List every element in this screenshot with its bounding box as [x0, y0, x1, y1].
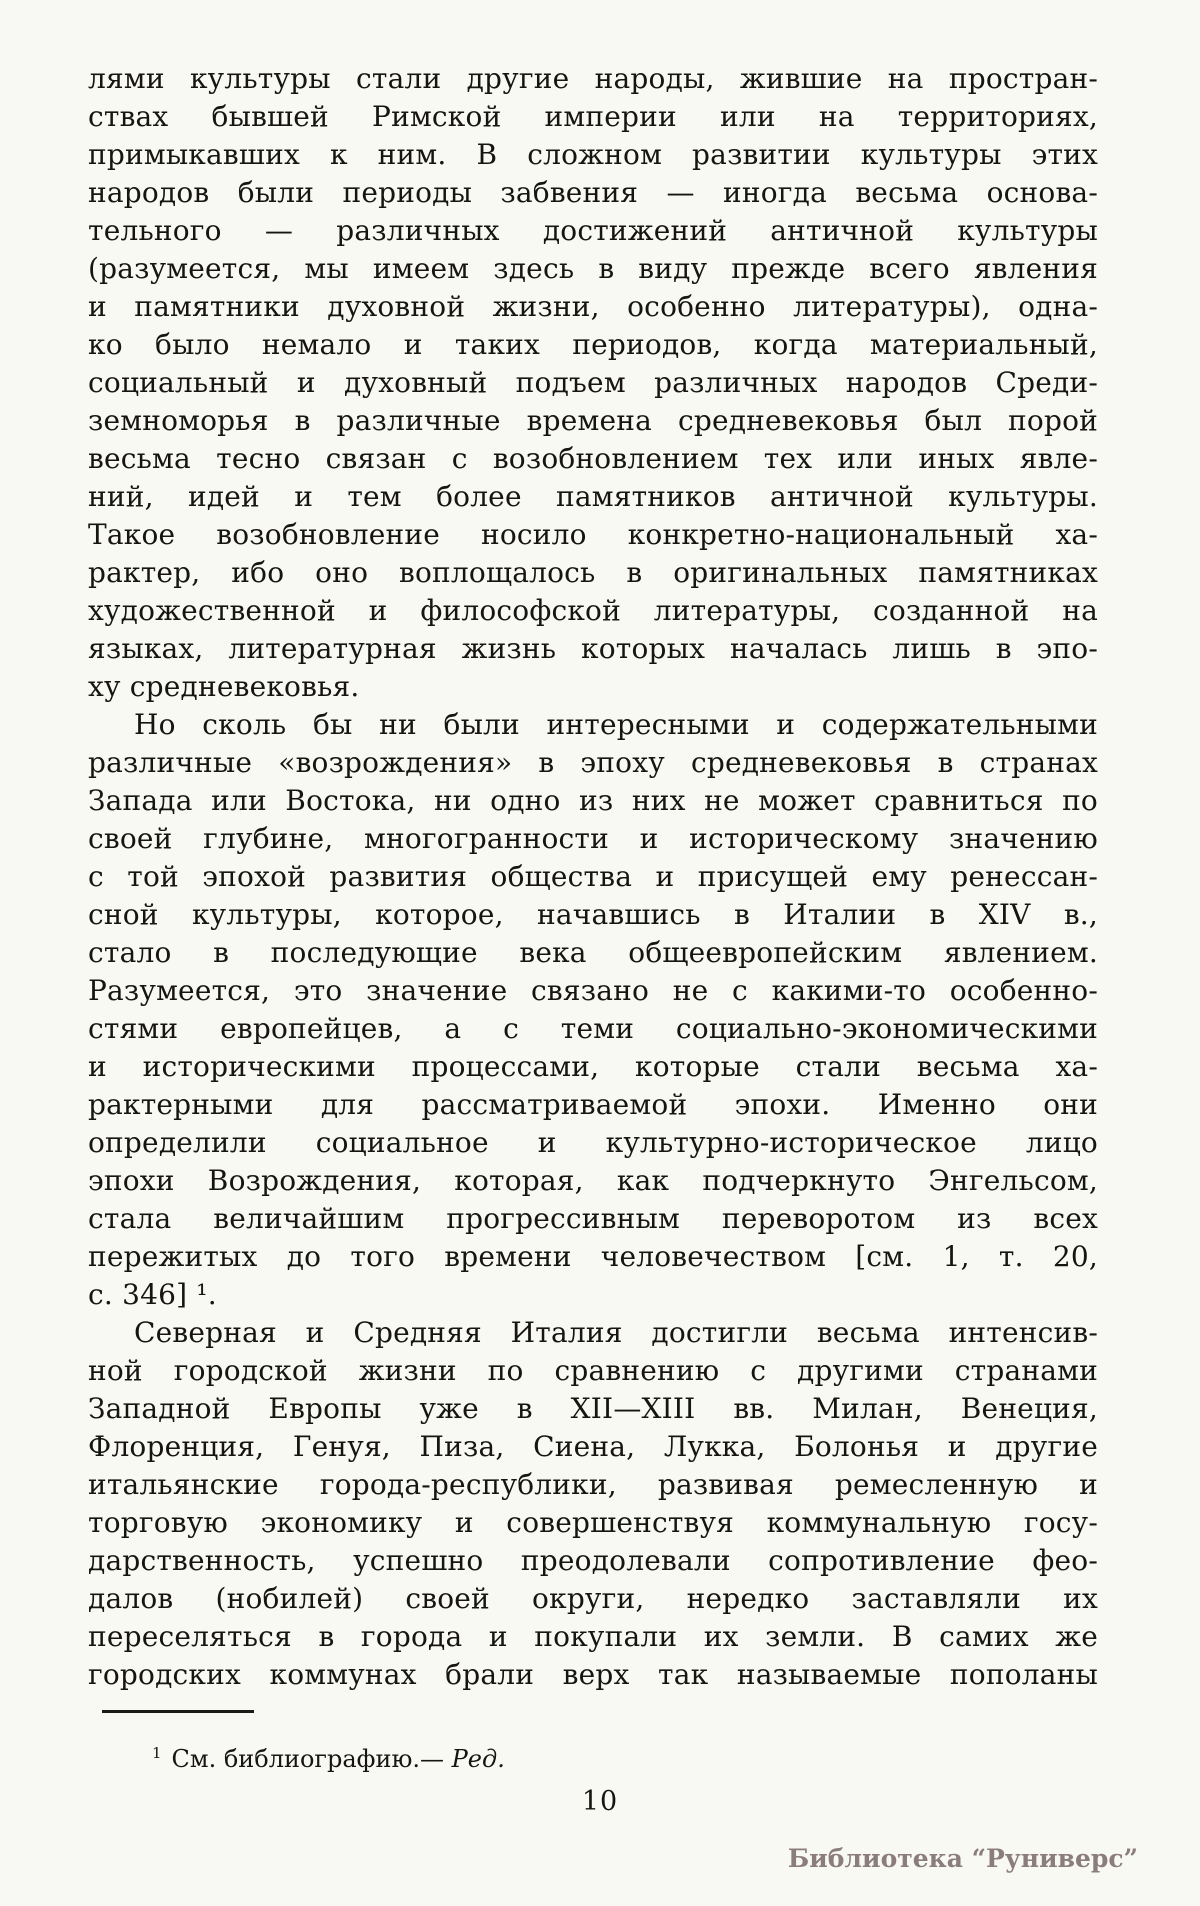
text-line: Такое возобновление носило конкретно-национальный ха- — [88, 518, 1098, 551]
paragraph-1 — [88, 60, 1098, 706]
text-line: своей глубине, многогранности и историческому значению — [88, 822, 1098, 855]
text-line: с той эпохой развития общества и присущей ему ренессан- — [88, 860, 1098, 893]
text-line: весьма тесно связан с возобновлением тех или иных явле- — [88, 442, 1098, 475]
text-line: дарственность, успешно преодолевали сопротивление фео- — [88, 1544, 1098, 1577]
text-line: сной культуры, которое, начавшись в Италии в XIV в., — [88, 898, 1098, 931]
text-line: лями культуры стали другие народы, жившие на простран- — [88, 62, 1098, 95]
text-line: художественной и философской литературы, созданной на — [88, 594, 1098, 627]
text-line: рактерными для рассматриваемой эпохи. Именно они — [88, 1088, 1098, 1121]
text-line: стало в последующие века общеевропейским явлением. — [88, 936, 1098, 969]
text-line: народов были периоды забвения — иногда весьма основа- — [88, 176, 1098, 209]
text-line: Флоренция, Генуя, Пиза, Сиена, Лукка, Болонья и другие — [88, 1430, 1098, 1463]
text-block — [88, 60, 1098, 1694]
footnote-marker: 1 — [152, 1744, 162, 1762]
text-line: стями европейцев, а с теми социально-экономическими — [88, 1012, 1098, 1045]
paragraph-3 — [88, 1314, 1098, 1694]
text-line: Северная и Средняя Италия достигли весьма интенсив- — [134, 1316, 1098, 1349]
footnote-text: См. библиографию.— — [171, 1745, 444, 1773]
text-line: ху средневековья. — [88, 670, 360, 703]
text-line: ний, идей и тем более памятников античной культуры. — [88, 480, 1098, 513]
text-line: Но сколь бы ни были интересными и содержательными — [134, 708, 1098, 741]
text-line: определили социальное и культурно-историческое лицо — [88, 1126, 1098, 1159]
text-line: итальянские города-республики, развивая ремесленную и — [88, 1468, 1098, 1501]
text-line: (разумеется, мы имеем здесь в виду прежде всего явления — [88, 252, 1098, 285]
text-line: примыкавших к ним. В сложном развитии культуры этих — [88, 138, 1098, 171]
text-line: и историческими процессами, которые стали весьма ха- — [88, 1050, 1098, 1083]
text-line: ко было немало и таких периодов, когда материальный, — [88, 328, 1098, 361]
text-line: с. 346] ¹. — [88, 1278, 217, 1311]
footnote-divider — [102, 1710, 254, 1713]
text-line: Западной Европы уже в XII—XIII вв. Милан, Венеция, — [88, 1392, 1098, 1425]
library-watermark: Библиотека “Руниверс” — [787, 1844, 1138, 1873]
text-line: стала величайшим прогрессивным переворотом из всех — [88, 1202, 1098, 1235]
footnote — [152, 1738, 505, 1774]
text-line: языках, литературная жизнь которых началась лишь в эпо- — [88, 632, 1098, 665]
text-line: социальный и духовный подъем различных народов Среди- — [88, 366, 1098, 399]
text-line: Разумеется, это значение связано не с какими-то особенно- — [88, 974, 1098, 1007]
text-line: тельного — различных достижений античной культуры — [88, 214, 1098, 247]
text-line: различные «возрождения» в эпоху средневековья в странах — [88, 746, 1098, 779]
page-number: 10 — [581, 1786, 619, 1817]
text-line: далов (нобилей) своей округи, нередко заставляли их — [88, 1582, 1098, 1615]
paragraph-2 — [88, 706, 1098, 1314]
text-line: торговую экономику и совершенствуя коммунальную госу- — [88, 1506, 1098, 1539]
text-line: Запада или Востока, ни одно из них не может сравниться по — [88, 784, 1098, 817]
text-line: эпохи Возрождения, которая, как подчеркнуто Энгельсом, — [88, 1164, 1098, 1197]
text-line: пережитых до того времени человечеством [см. 1, т. 20, — [88, 1240, 1098, 1273]
text-line: земноморья в различные времена средневековья был порой — [88, 404, 1098, 437]
text-line: рактер, ибо оно воплощалось в оригинальных памятниках — [88, 556, 1098, 589]
text-line: ствах бывшей Римской империи или на территориях, — [88, 100, 1098, 133]
text-line: городских коммунах брали верх так называемые пополаны — [88, 1658, 1098, 1691]
text-line: ной городской жизни по сравнению с другими странами — [88, 1354, 1098, 1387]
footnote-ref: Ред. — [451, 1745, 505, 1773]
text-line: и памятники духовной жизни, особенно литературы), одна- — [88, 290, 1098, 323]
text-line: переселяться в города и покупали их земли. В самих же — [88, 1620, 1098, 1653]
